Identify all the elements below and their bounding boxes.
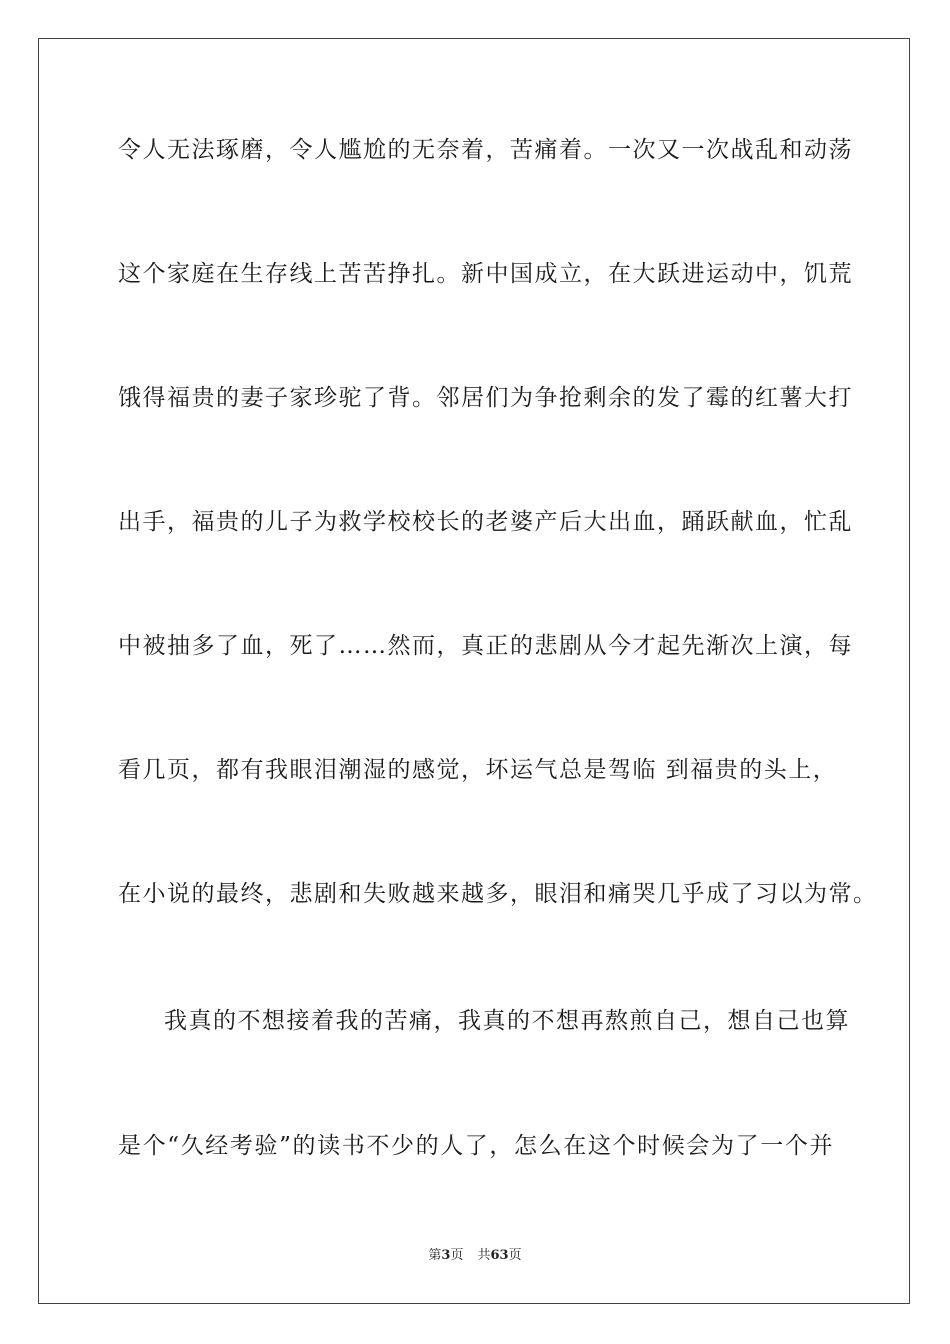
page-prefix: 第 <box>428 1248 442 1263</box>
paragraph-first-line: 我真的不想接着我的苦痛，我真的不想再熬煎自己，想自己也算 <box>164 1008 850 1034</box>
body-text-line: 看几页，都有我眼泪潮湿的感觉，坏运气总是驾临 到福贵的头上， <box>118 757 838 783</box>
body-text-line: 饿得福贵的妻子家珍驼了背。邻居们为争抢剩余的发了霉的红薯大打 <box>118 385 853 411</box>
page-unit: 页 <box>450 1248 464 1263</box>
body-text-line: 这个家庭在生存线上苦苦挣扎。新中国成立，在大跃进运动中，饥荒 <box>118 261 853 287</box>
body-text-line: 中被抽多了血，死了……然而，真正的悲剧从今才起先渐次上演，每 <box>118 633 853 659</box>
page-current: 3 <box>441 1248 451 1263</box>
page-total: 63 <box>490 1248 509 1263</box>
page-footer <box>0 1247 950 1265</box>
page-border <box>38 38 910 1304</box>
body-text-line: 是个“久经考验”的读书不少的人了，怎么在这个时候会为了一个并 <box>118 1133 834 1159</box>
body-text-line: 令人无法琢磨，令人尴尬的无奈着，苦痛着。一次又一次战乱和动荡 <box>118 137 853 163</box>
body-text-line: 出手，福贵的儿子为救学校校长的老婆产后大出血，踊跃献血，忙乱 <box>118 509 853 535</box>
body-text-line: 在小说的最终，悲剧和失败越来越多，眼泪和痛哭几乎成了习以为常。 <box>118 881 878 907</box>
total-unit: 页 <box>508 1248 522 1263</box>
total-prefix: 共 <box>477 1248 491 1263</box>
